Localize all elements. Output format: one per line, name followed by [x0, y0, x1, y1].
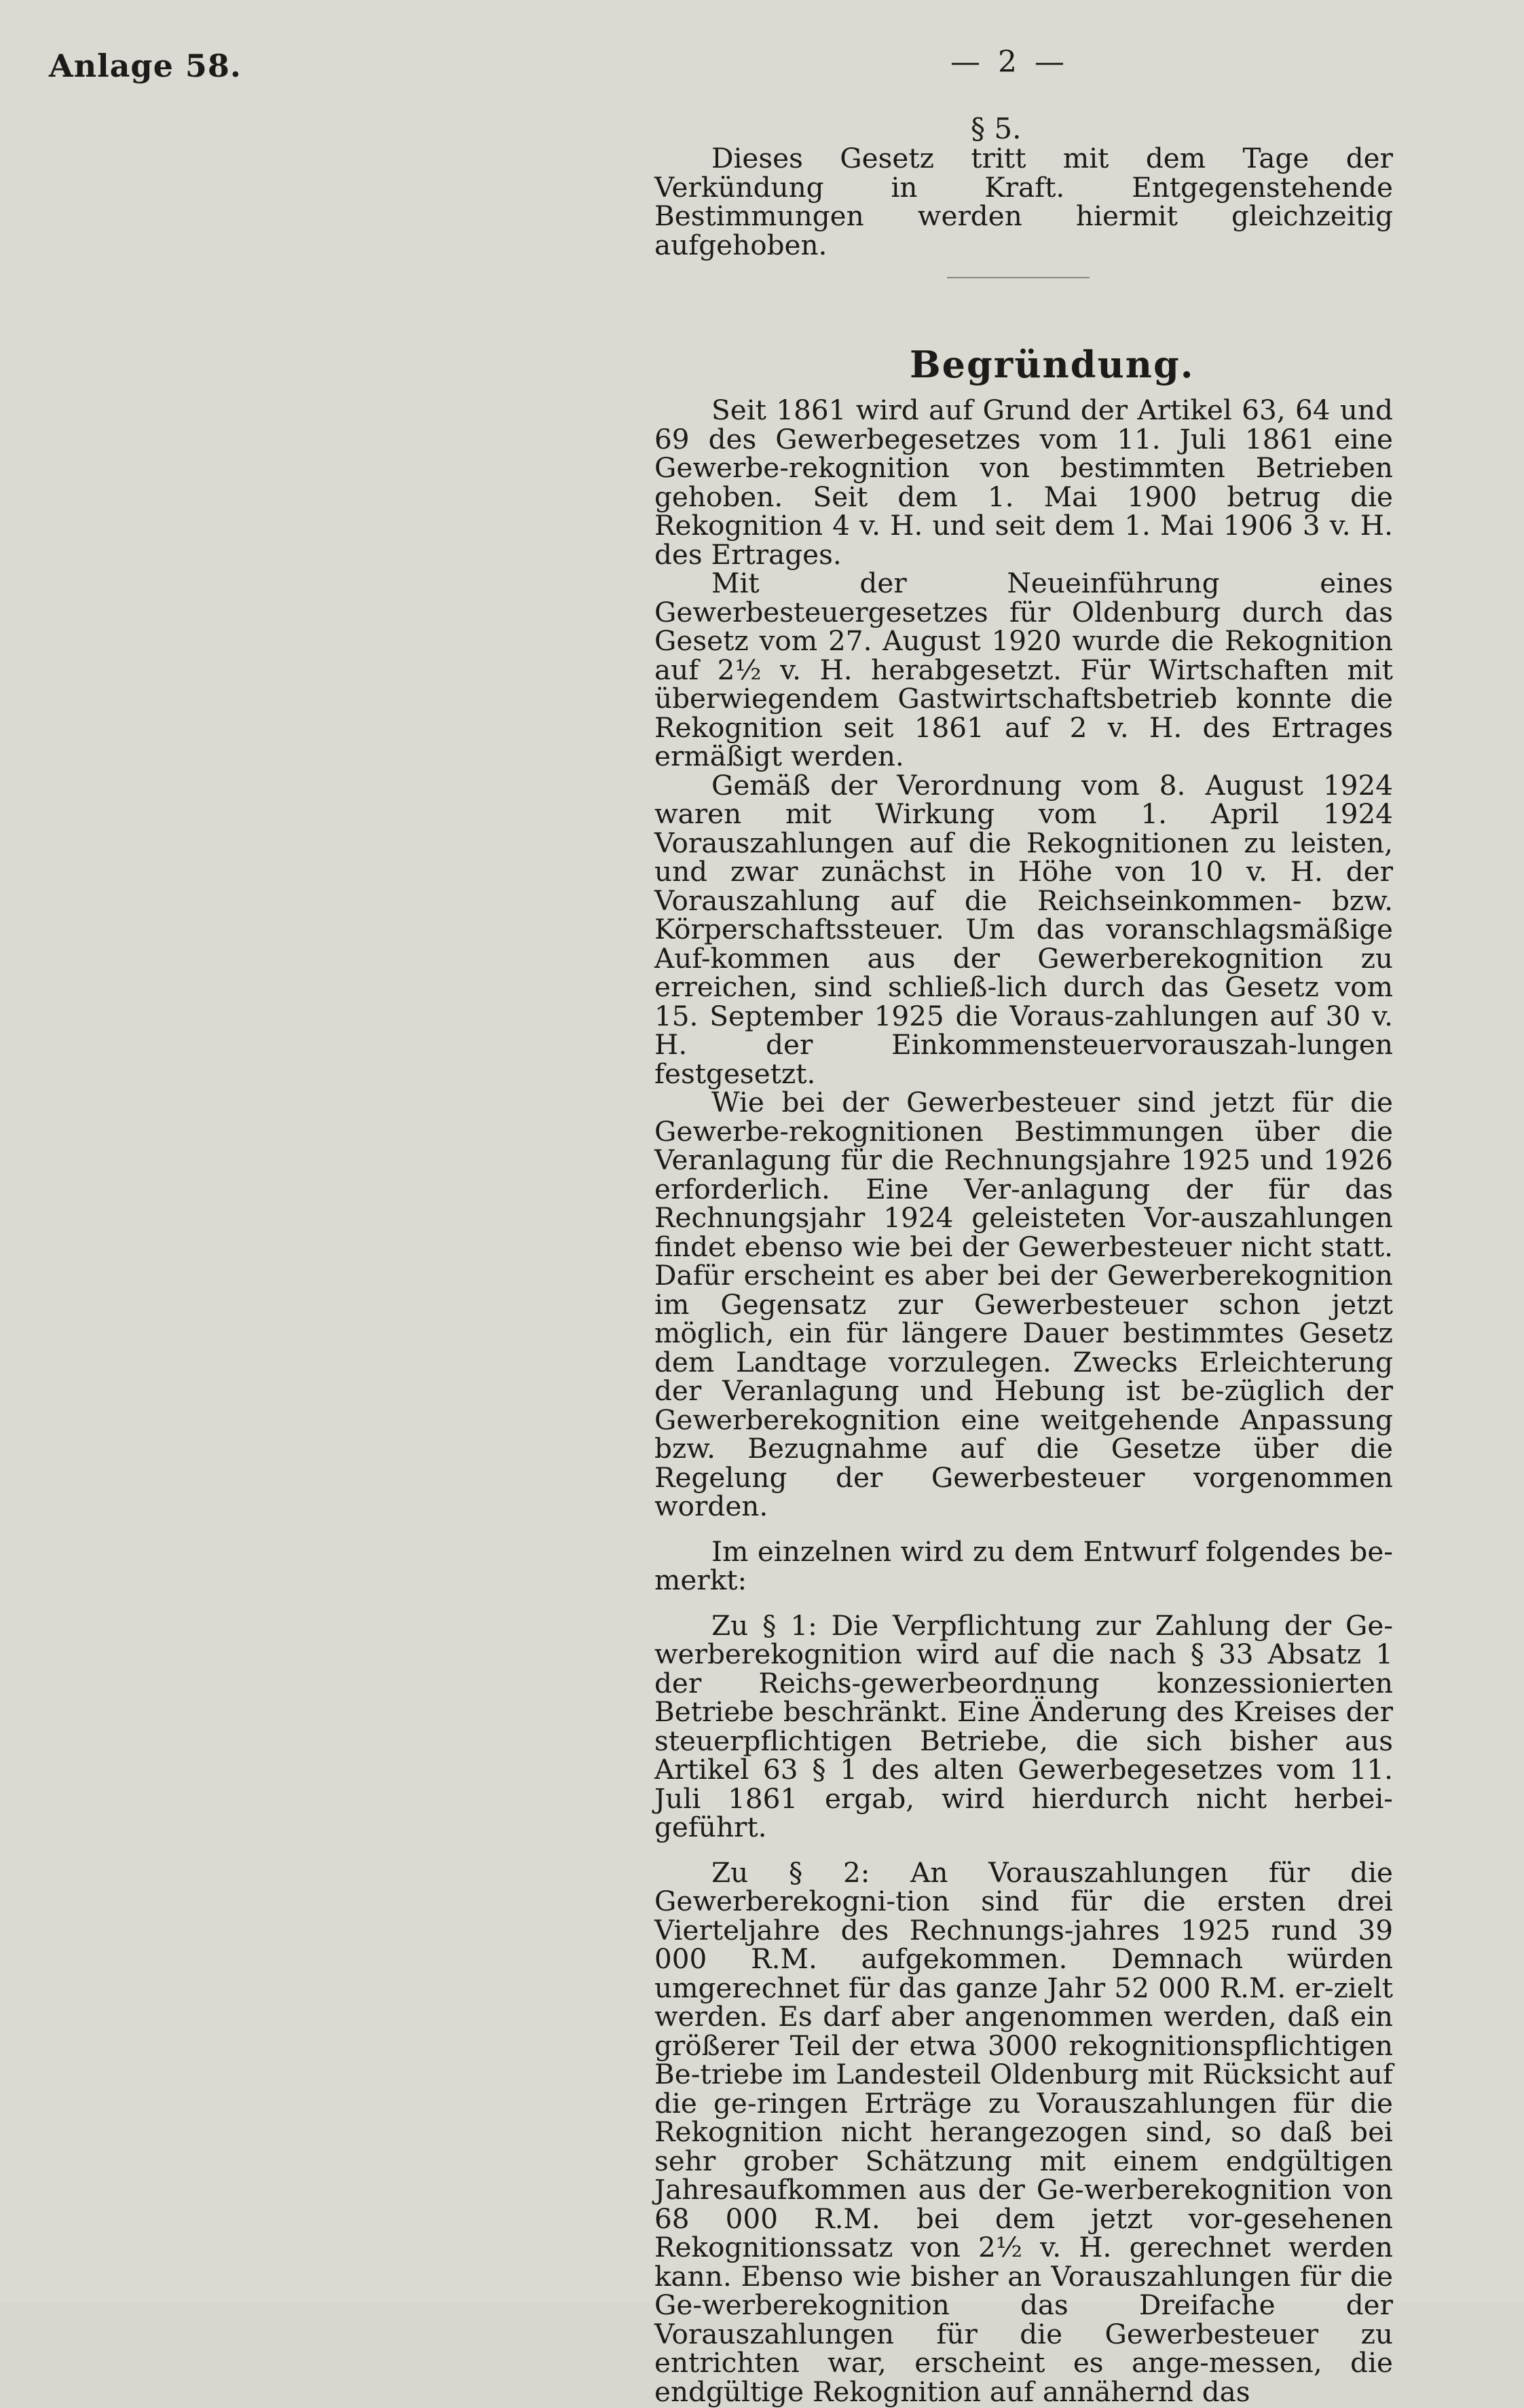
section-5-body [654, 144, 1393, 259]
paragraph-5: Im einzelnen wird zu dem Entwurf folgendes be-merkt: [654, 1535, 1393, 1596]
begruendung-heading: Begründung. [910, 343, 1195, 386]
begruendung-body [654, 396, 1393, 2406]
section-5-number: § 5. [971, 112, 1022, 145]
paragraph-2: Mit der Neueinführung eines Gewerbesteuergesetzes für Oldenburg durch das Gesetz vom 27. August 1920 wurde die Rekognition auf 2½ v. H. herabgesetzt. Für Wirtschaften mit überwiegendem Gastwirtschaftsbetrieb konnte die Rekognition seit 1861 auf 2 v. H. des Ertrages ermäßigt werden. [654, 567, 1393, 772]
section-5-text: Dieses Gesetz tritt mit dem Tage der Verkündung in Kraft. Entgegenstehende Bestimmungen werden hiermit gleichzeitig aufgehoben. [654, 142, 1393, 261]
paragraph-zu-2: Zu § 2: An Vorauszahlungen für die Gewerberekogni-tion sind für die ersten drei Vierteljahre des Rechnungs-jahres 1925 rund 39 000 R.M. aufgekommen. Demnach würden umgerechnet für das ganze Jahr 52 000 R.M. er-zielt werden. Es darf aber angenommen werden, daß ein größerer Teil der etwa 3000 rekognitionspflichtigen Be-triebe im Landesteil Oldenburg mit Rücksicht auf die ge-ringen Erträge zu Vorauszahlungen für die Rekognition nicht herangezogen sind, so daß bei sehr grober Schätzung mit einem endgültigen Jahresaufkommen aus der Ge-werberekognition von 68 000 R.M. bei dem jetzt vor-gesehenen Rekognitionssatz von 2½ v. H. gerechnet werden kann. Ebenso wie bisher an Vorauszahlungen für die Ge-werberekognition das Dreifache der Vorauszahlungen für die Gewerbesteuer zu entrichten war, erscheint es ange-messen, die endgültige Rekognition auf annähernd das [654, 1856, 1393, 2408]
paragraph-1: Seit 1861 wird auf Grund der Artikel 63, 64 und 69 des Gewerbegesetzes vom 11. Juli 1861 eine Gewerbe-rekognition von bestimmten Betrieben gehoben. Seit dem 1. Mai 1900 betrug die Rekognition 4 v. H. und seit dem 1. Mai 1906 3 v. H. des Ertrages. [654, 394, 1393, 571]
annex-label: Anlage 58. [49, 48, 242, 84]
divider-rule [947, 277, 1090, 278]
paragraph-4: Wie bei der Gewerbesteuer sind jetzt für die Gewerbe-rekognitionen Bestimmungen über die Veranlagung für die Rechnungsjahre 1925 und 1926 erforderlich. Eine Ver-anlagung der für das Rechnungsjahr 1924 geleisteten Vor-auszahlungen findet ebenso wie bei der Gewerbesteuer nicht statt. Dafür erscheint es aber bei der Gewerberekognition im Gegensatz zur Gewerbesteuer schon jetzt möglich, ein für längere Dauer bestimmtes Gesetz dem Landtage vorzulegen. Zwecks Erleichterung der Veranlagung und Hebung ist be-züglich der Gewerberekognition eine weitgehende Anpassung bzw. Bezugnahme auf die Gesetze über die Regelung der Gewerbesteuer vorgenommen worden. [654, 1086, 1393, 1522]
paragraph-zu-1: Zu § 1: Die Verpflichtung zur Zahlung der Ge-werberekognition wird auf die nach § 33 Absatz 1 der Reichs-gewerbeordnung konzessionierten Betriebe beschränkt. Eine Änderung des Kreises der steuerpflichtigen Betriebe, die sich bisher aus Artikel 63 § 1 des alten Gewerbegesetzes vom 11. Juli 1861 ergab, wird hierdurch nicht herbei-geführt. [654, 1609, 1393, 1843]
page-number: — 2 — [950, 45, 1068, 79]
paragraph-3: Gemäß der Verordnung vom 8. August 1924 waren mit Wirkung vom 1. April 1924 Vorauszahlungen auf die Rekognitionen zu leisten, und zwar zunächst in Höhe von 10 v. H. der Vorauszahlung auf die Reichseinkommen- bzw. Körperschaftssteuer. Um das voranschlagsmäßige Auf-kommen aus der Gewerberekognition zu erreichen, sind schließ-lich durch das Gesetz vom 15. September 1925 die Voraus-zahlungen auf 30 v. H. der Einkommensteuervorauszah-lungen festgesetzt. [654, 768, 1393, 1090]
